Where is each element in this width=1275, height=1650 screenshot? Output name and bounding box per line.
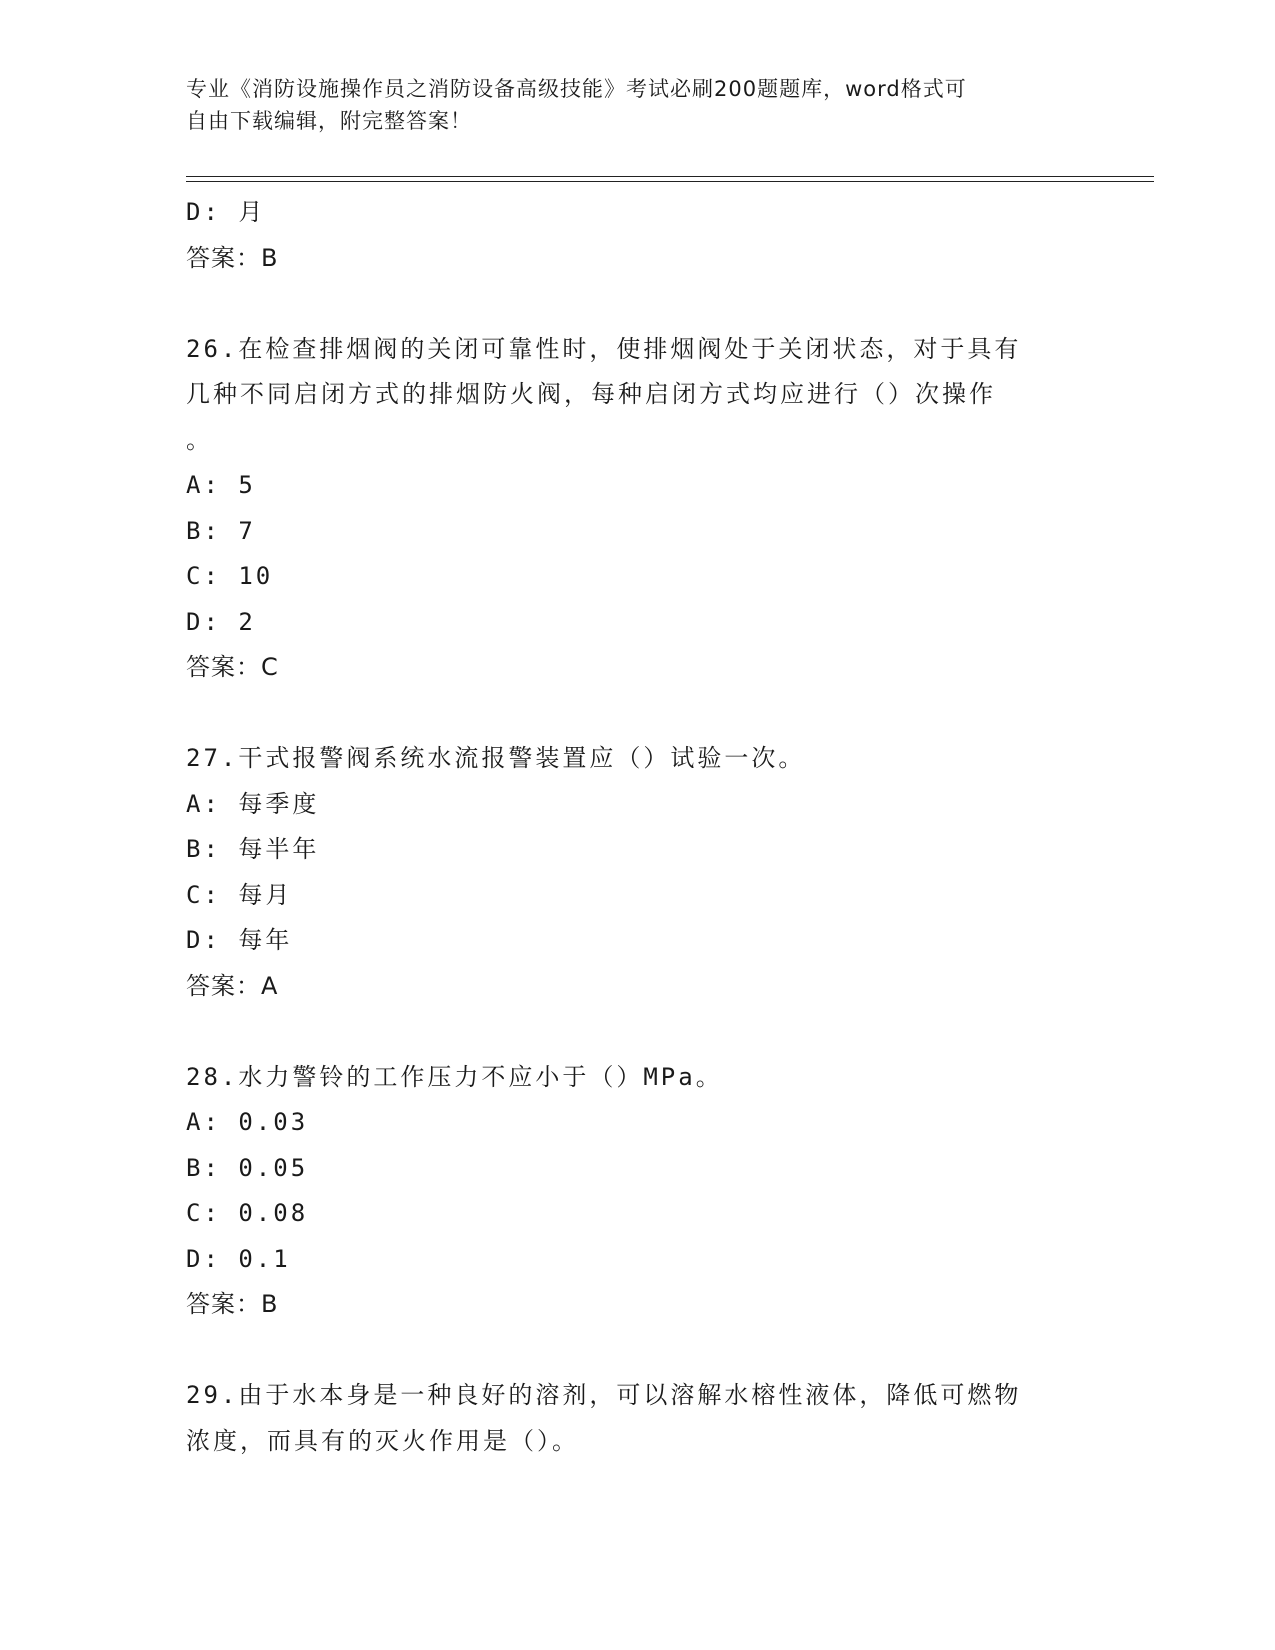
question-29-text-1: 29.由于水本身是一种良好的溶剂，可以溶解水榕性液体，降低可燃物 — [186, 1381, 1022, 1409]
spacer — [186, 281, 1086, 327]
question-28-text: 28.水力警铃的工作压力不应小于（）MPa。 — [186, 1062, 723, 1091]
question-28-option-c: C: 0.08 — [186, 1199, 309, 1227]
spacer — [186, 1009, 1086, 1055]
question-26-option-a: A: 5 — [186, 471, 256, 499]
question-26-option-c: C: 10 — [186, 562, 274, 590]
spacer — [186, 691, 1086, 737]
question-26-text-2: 几种不同启闭方式的排烟防火阀，每种启闭方式均应进行（）次操作 — [186, 380, 996, 408]
question-29-text-2: 浓度，而具有的灭火作用是（）。 — [186, 1426, 579, 1455]
question-26-option-d: D: 2 — [186, 607, 256, 636]
question-27-option-d: D: 每年 — [186, 926, 293, 954]
question-27-option-b: B: 每半年 — [186, 835, 320, 863]
question-28-answer: 答案：B — [186, 1290, 279, 1318]
option-d-prev: D: 月 — [186, 198, 266, 226]
question-26-option-b: B: 7 — [186, 516, 256, 545]
page-header: 专业《消防设施操作员之消防设备高级技能》考试必刷200题题库，word格式可 自由下载编辑，附完整答案！ — [186, 77, 967, 133]
question-27-text: 27.干式报警阀系统水流报警装置应（）试验一次。 — [186, 744, 806, 772]
question-28-option-a: A: 0.03 — [186, 1108, 309, 1136]
question-content — [186, 190, 1086, 1464]
answer-prev: 答案：B — [186, 243, 279, 272]
question-27-option-a: A: 每季度 — [186, 789, 320, 818]
question-28-option-b: B: 0.05 — [186, 1153, 309, 1182]
question-27-answer: 答案：A — [186, 971, 279, 1000]
question-26-answer: 答案：C — [186, 653, 279, 681]
spacer — [186, 1328, 1086, 1374]
question-26-text-3: 。 — [186, 425, 213, 454]
question-28-option-d: D: 0.1 — [186, 1244, 291, 1273]
question-26-text-1: 26.在检查排烟阀的关闭可靠性时，使排烟阀处于关闭状态，对于具有 — [186, 334, 1022, 363]
question-27-option-c: C: 每月 — [186, 880, 293, 909]
header-divider-bottom — [186, 181, 1154, 182]
header-divider-top — [186, 176, 1154, 177]
